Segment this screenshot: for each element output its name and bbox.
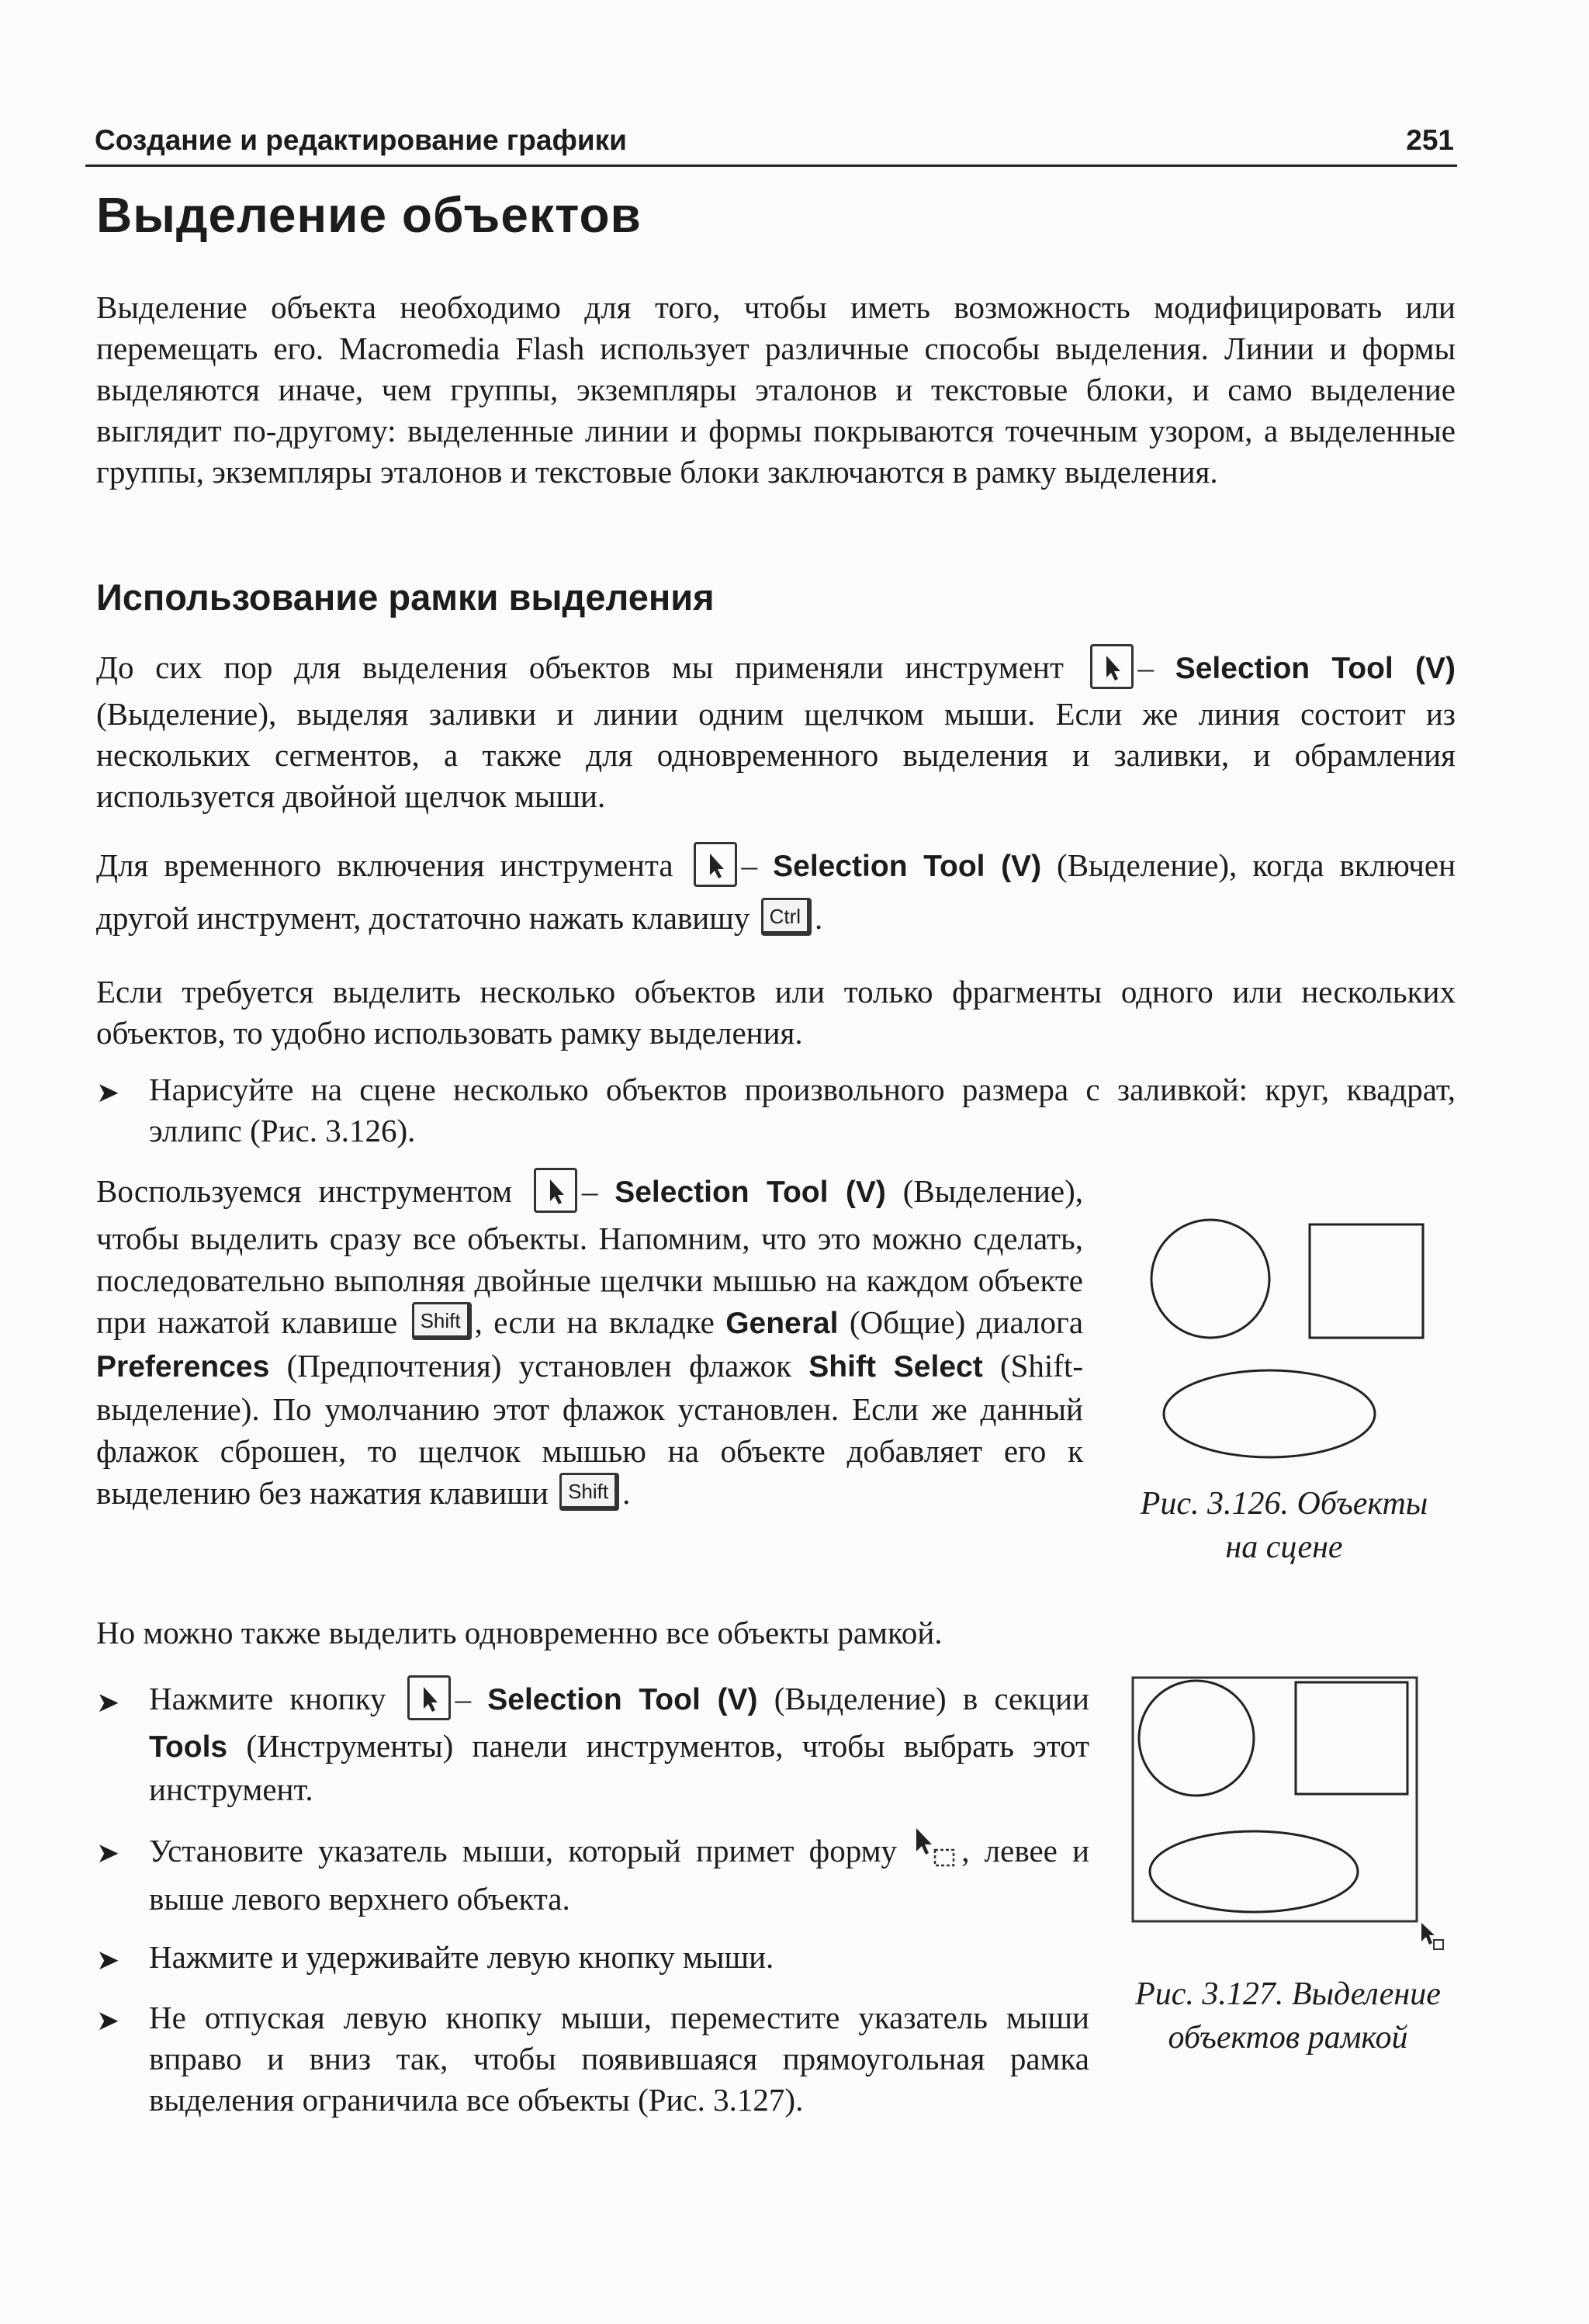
tool-name: Selection Tool (V): [487, 1683, 758, 1716]
preferences-dialog-name: Preferences: [96, 1349, 270, 1384]
page-number: 251: [1406, 124, 1454, 156]
bullet-item-set-pointer: [149, 1830, 1089, 1920]
shift-key: Shift: [412, 1302, 472, 1340]
paragraph-marquee-intro: Если требуется выделить несколько объектов или только фрагменты одного или нескольких объектов, то удобно использовать рамку выделения.: [96, 974, 1456, 1051]
selection-marquee: [1133, 1678, 1417, 1921]
figure-3-127-caption: [1102, 1972, 1474, 2059]
bullet-item-press-button: Нажмите кнопку – Selection Tool (V) (Выделение) в секции Tools (Инструменты) панели инструментов, чтобы выбрать этот инструмент.: [149, 1678, 1089, 1810]
p4-text-b: (Выделение), чтобы выделить сразу все объекты. Напомним, что это можно сделать, последовательно выполняя двойные щелчки мышью на каждом объекте при нажатой клавише: [96, 1173, 1084, 1340]
bullet-item-drag-marquee: Не отпуская левую кнопку мыши, переместите указатель мыши вправо и вниз так, чтобы появившаяся прямоугольная рамка выделения ограничила все объекты (Рис. 3.127).: [149, 2000, 1089, 2118]
ctrl-key: Ctrl: [761, 898, 812, 936]
paragraph-marquee-all: Но можно также выделить одновременно все объекты рамкой.: [96, 1615, 943, 1650]
section-heading: Выделение объектов: [96, 187, 642, 243]
circle-shape: [1139, 1681, 1254, 1796]
bullet-marker: ➤: [96, 1687, 120, 1718]
arrow-cursor-icon: [1090, 644, 1134, 689]
marquee-cursor-icon: [1421, 1923, 1443, 1949]
bullet-item-hold-button: Нажмите и удерживайте левую кнопку мыши.: [149, 1939, 774, 1975]
bullet-item-draw-objects: Нарисуйте на сцене несколько объектов произвольного размера с заливкой: круг, квадрат, эллипс (Рис. 3.126).: [149, 1072, 1456, 1148]
b2-text-c: (Инструменты) панели инструментов, чтобы выбрать этот инструмент.: [149, 1727, 1089, 1807]
p4-text-d: (Общие) диалога: [838, 1304, 1084, 1340]
p1-text-b: (Выделение), выделяя заливки и линии одним щелчком мыши. Если же линия состоит из нескольких сегментов, а также для одновременного выделения и заливки, и обрамления используется двойной щелчок мыши.: [96, 695, 1456, 814]
figure-3-126: [1141, 1210, 1435, 1474]
ellipse-shape: [1150, 1831, 1358, 1912]
bullet-marker: ➤: [96, 1945, 120, 1976]
p2-text-b: (Выделение), когда включен другой инструмент, достаточно нажать клавишу: [96, 847, 1456, 936]
figure-3-127-drawing: [1127, 1668, 1445, 1955]
caption-line: объектов рамкой: [1168, 2020, 1408, 2056]
marquee-cursor-icon: [912, 1825, 961, 1872]
tool-name: Selection Tool (V): [1175, 652, 1456, 685]
caption-line: Рис. 3.126. Объекты: [1140, 1486, 1428, 1522]
running-header: [95, 124, 1454, 165]
tools-section-name: Tools: [149, 1730, 228, 1764]
b3-text-a: Установите указатель мыши, который примет форму: [149, 1833, 898, 1869]
b3-text-b: , левее и выше левого верхнего объекта.: [149, 1833, 1089, 1917]
arrow-cursor-icon: [407, 1675, 451, 1720]
tool-name: Selection Tool (V): [614, 1176, 886, 1209]
p2-text-a: Для временного включения инструмента: [96, 847, 673, 883]
b2-text-a: Нажмите кнопку: [149, 1681, 386, 1716]
caption-line: на сцене: [1225, 1529, 1343, 1565]
header-rule: [85, 165, 1457, 167]
caption-line: Рис. 3.127. Выделение: [1135, 1976, 1441, 2012]
shift-key: Shift: [559, 1473, 619, 1511]
subsection-heading: Использование рамки выделения: [96, 577, 715, 618]
paragraph-selection-tool: До сих пор для выделения объектов мы применяли инструмент – Selection Tool (V) (Выделение), выделяя заливки и линии одним щелчком мыши. Если же линия состоит из нескольких сегментов, а также для одновременного выделения и заливки, и обрамления используется двойной щелчок мыши.: [96, 647, 1456, 817]
running-header-title: Создание и редактирование графики: [95, 124, 627, 156]
ellipse-shape: [1164, 1370, 1375, 1457]
shift-select-option: Shift Select: [808, 1349, 983, 1384]
figure-3-127: [1127, 1668, 1445, 1955]
tool-name: Selection Tool (V): [773, 850, 1042, 883]
circle-shape: [1151, 1220, 1269, 1338]
p4-text-f: (Shift-выделение). По умолчанию этот флажок установлен. Если же данный флажок сброшен, то щелчок мышью на объекте добавляет его к выделению без нажатия клавиши: [96, 1347, 1083, 1511]
arrow-cursor-icon: [694, 842, 737, 887]
bullet-marker: ➤: [96, 1837, 120, 1869]
paragraph-shift-select: Воспользуемся инструментом – Selection Tool (V) (Выделение), чтобы выделить сразу все объекты. Напомним, что это можно сделать, последовательно выполняя двойные щелчки мышью на каждом объекте при нажатой клавише Shift , если на вкладке General (Общие) диалога Preferences (Предпочтения) установлен флажок Shift Select (Shift-выделение). По умолчанию этот флажок установлен. Если же данный флажок сброшен, то щелчок мышью на объекте добавляет его к выделению без нажатия клавиши Shift .: [96, 1170, 1083, 1515]
p4-text-c: , если на вкладке: [474, 1304, 715, 1340]
p4-text-e: (Предпочтения) установлен флажок: [269, 1347, 792, 1384]
general-tab-name: General: [725, 1306, 839, 1340]
bullet-marker: ➤: [96, 2005, 120, 2036]
p1-text-a: До сих пор для выделения объектов мы применяли инструмент: [96, 649, 1064, 685]
b2-text-b: (Выделение) в секции: [757, 1681, 1089, 1716]
figure-3-126-drawing: [1141, 1210, 1435, 1474]
intro-paragraph: Выделение объекта необходимо для того, чтобы иметь возможность модифицировать или перемещать его. Macromedia Flash использует различные способы выделения. Линии и формы выделяются иначе, чем группы, экземпляры эталонов и текстовые блоки, и само выделение выглядит по-другому: выделенные линии и формы покрываются точечным узором, а выделенные группы, экземпляры эталонов и текстовые блоки заключаются в рамку выделения.: [96, 289, 1456, 490]
arrow-cursor-icon: [534, 1168, 577, 1213]
figure-3-126-caption: [1102, 1482, 1466, 1569]
square-shape: [1296, 1682, 1407, 1794]
bullet-marker: ➤: [96, 1077, 120, 1108]
paragraph-temporary-switch: Для временного включения инструмента – Selection Tool (V) (Выделение), когда включен другой инструмент, достаточно нажать клавишу Ctrl .: [96, 840, 1456, 944]
p4-text-a: Воспользуемся инструментом: [96, 1173, 513, 1209]
square-shape: [1310, 1224, 1423, 1338]
